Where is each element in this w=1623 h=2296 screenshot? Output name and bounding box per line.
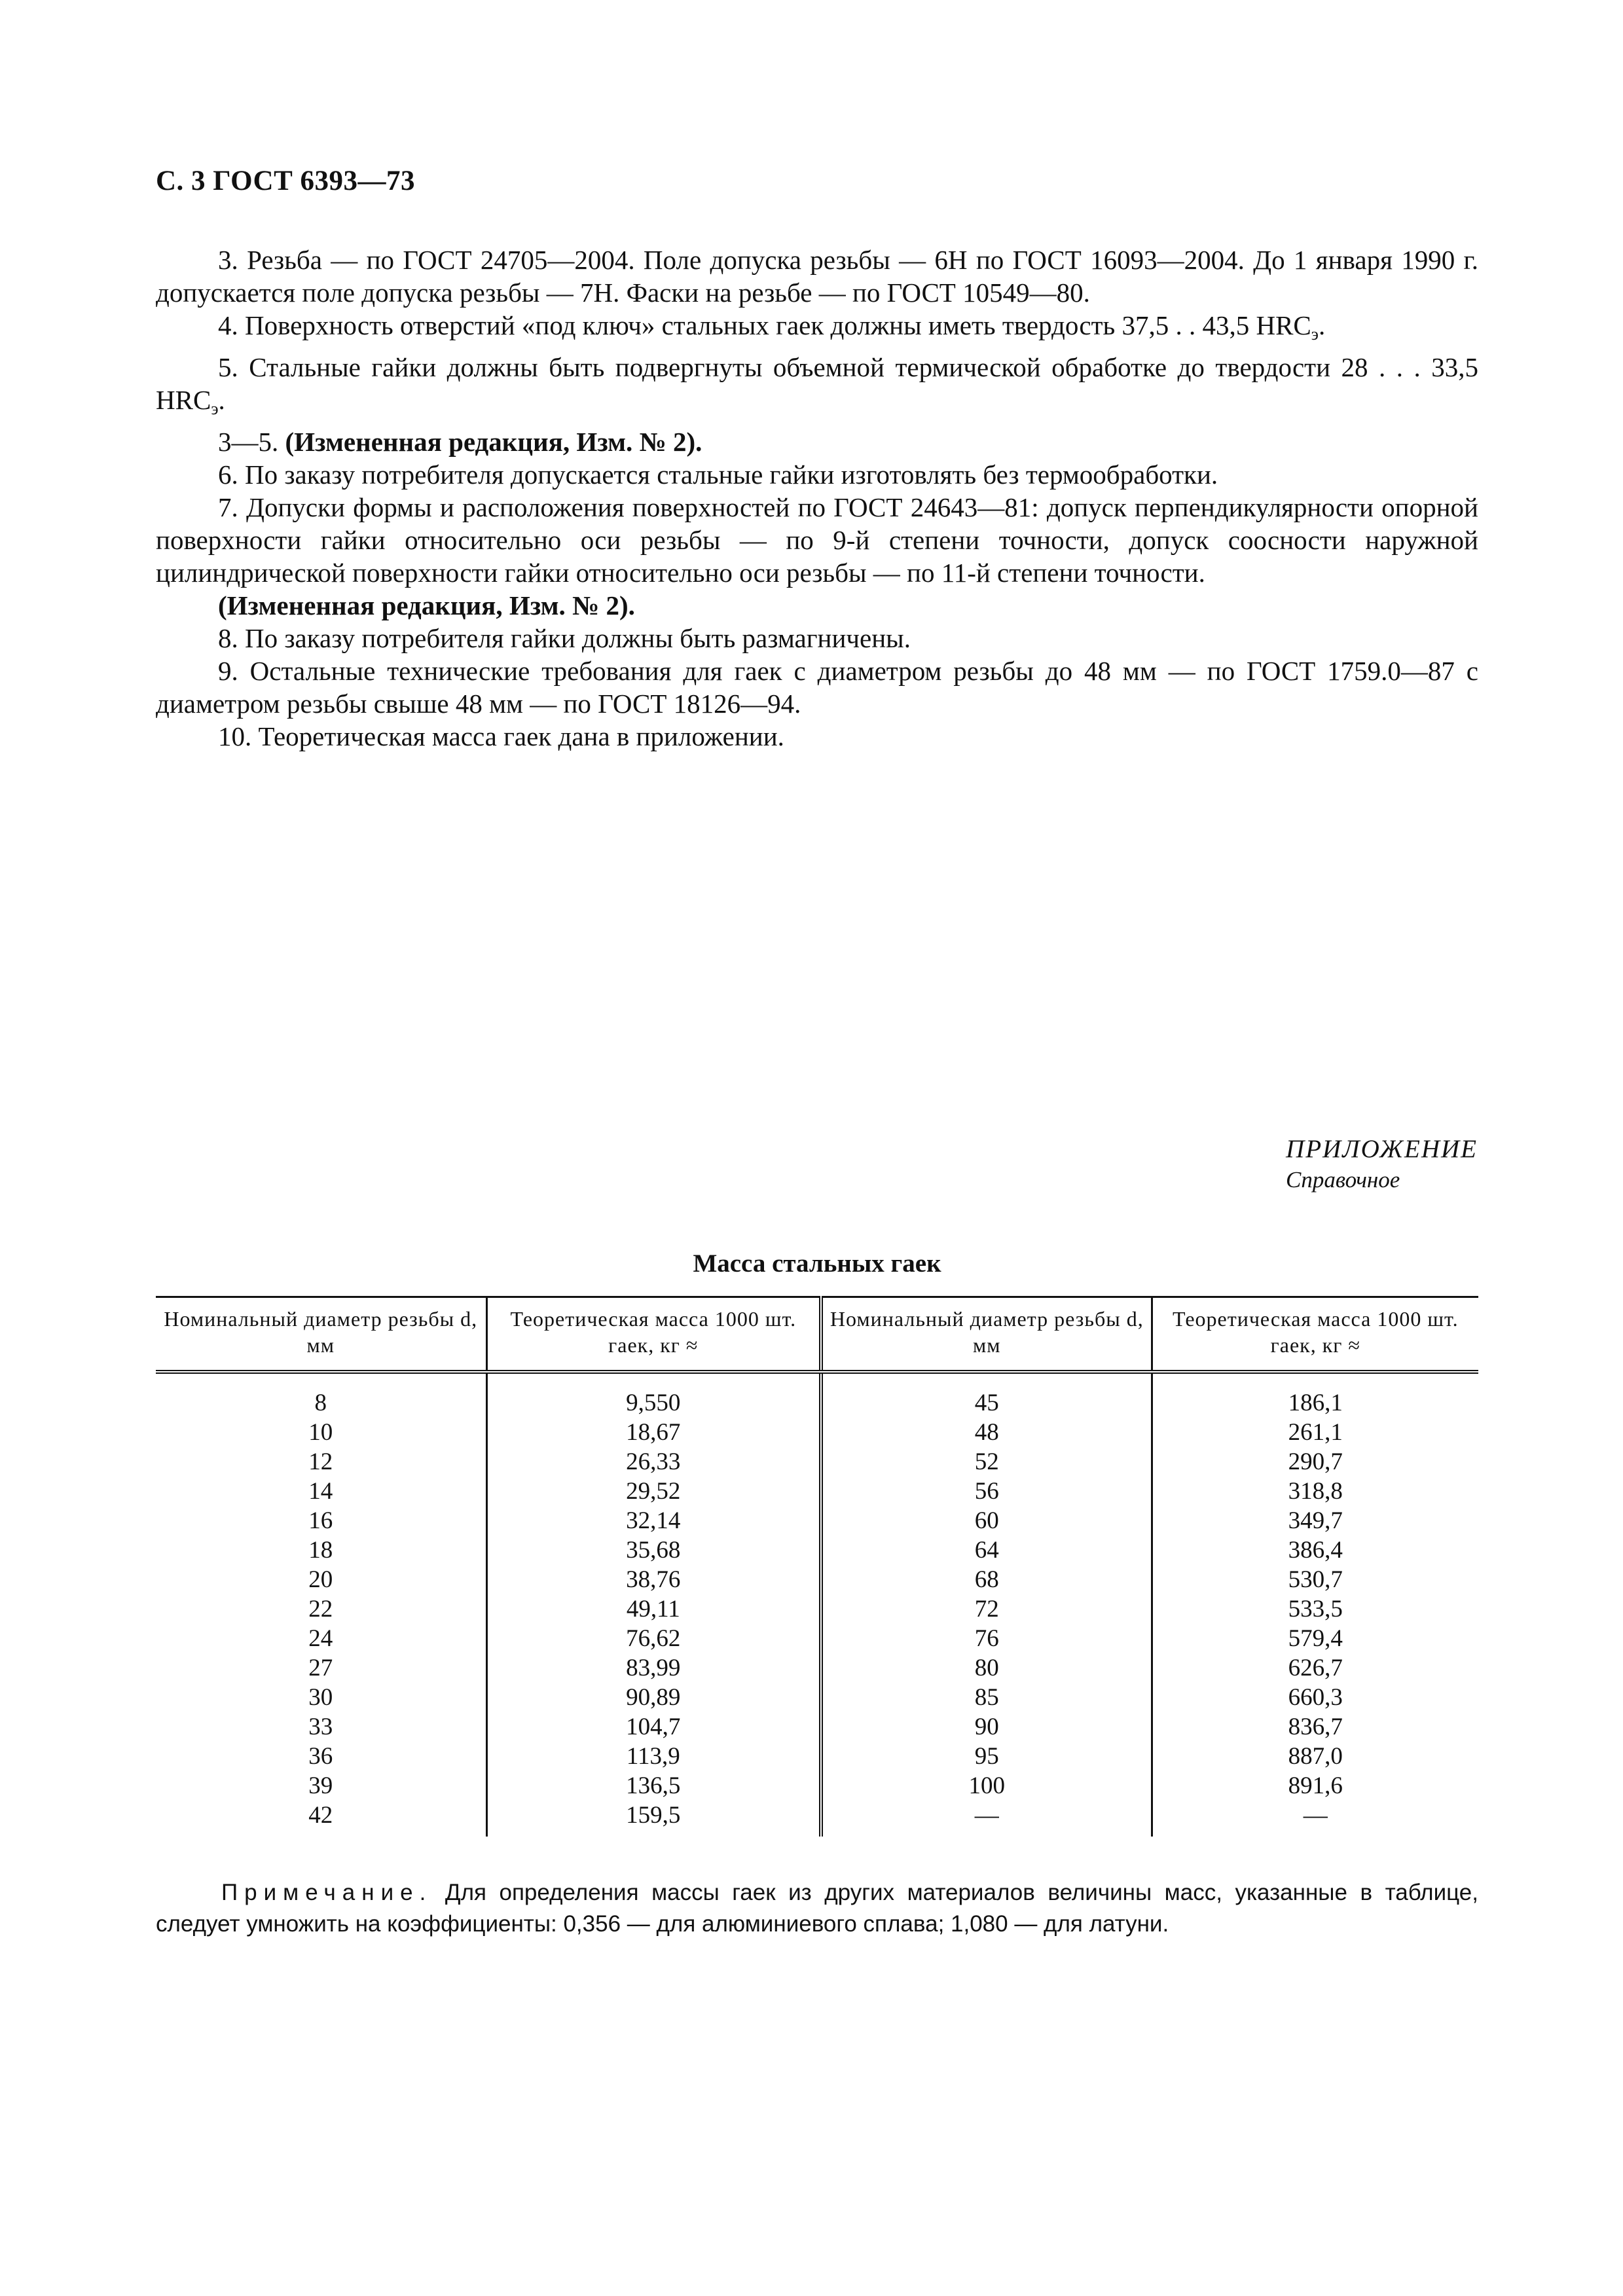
cell-diameter-1: 39 xyxy=(308,1772,333,1799)
cell-mass-1: 113,9 xyxy=(486,1742,821,1771)
cell-mass-2: 660,3 xyxy=(1152,1683,1478,1712)
note-label: Примечание. xyxy=(221,1880,433,1905)
cell-diameter-1: 12 xyxy=(308,1448,333,1475)
cell-diameter-1: 36 xyxy=(308,1743,333,1770)
table-row xyxy=(156,1653,1478,1683)
cell-mass-2: 530,7 xyxy=(1152,1565,1478,1594)
cell-mass-2: 186,1 xyxy=(1152,1372,1478,1418)
table-row xyxy=(156,1506,1478,1535)
header-mass-2: Теоретическая масса 1000 шт. гаек, кг ≈ xyxy=(1152,1297,1478,1372)
cell-diameter-2: 60 xyxy=(821,1506,1152,1535)
table-body xyxy=(156,1372,1478,1837)
appendix-title: ПРИЛОЖЕНИЕ xyxy=(1286,1135,1478,1163)
cell-diameter-2: 64 xyxy=(821,1535,1152,1565)
cell-mass-2: 386,4 xyxy=(1152,1535,1478,1565)
table-title: Масса стальных гаек xyxy=(693,1249,941,1278)
cell-diameter-2: 90 xyxy=(821,1712,1152,1742)
paragraph-7: 7. Допуски формы и расположения поверхностей по ГОСТ 24643—81: допуск перпендикулярности опорной поверхности гайки относительно оси резьбы — по 9-й степени точности, допуск соосности наружной цилиндрической поверхности гайки относительно оси резьбы — по 11-й степени точности. xyxy=(156,492,1478,588)
amendment-note: (Измененная редакция, Изм. № 2). xyxy=(285,427,702,457)
cell-diameter-2: 56 xyxy=(821,1477,1152,1506)
cell-diameter-2: 95 xyxy=(821,1742,1152,1771)
cell-diameter-2: — xyxy=(821,1801,1152,1837)
cell-mass-1: 90,89 xyxy=(486,1683,821,1712)
paragraph-4-end: . xyxy=(1318,310,1326,340)
paragraph-4 xyxy=(156,309,1478,351)
cell-mass-2: 579,4 xyxy=(1152,1624,1478,1653)
cell-diameter-2: 45 xyxy=(821,1372,1152,1418)
header-diameter-1: Номинальный диаметр резьбы d, мм xyxy=(156,1297,486,1372)
cell-mass-1: 136,5 xyxy=(486,1771,821,1801)
table-note xyxy=(156,1877,1478,1940)
cell-mass-2: 349,7 xyxy=(1152,1506,1478,1535)
table-row xyxy=(156,1771,1478,1801)
cell-diameter-1: 18 xyxy=(308,1537,333,1564)
table-row xyxy=(156,1565,1478,1594)
cell-mass-1: 35,68 xyxy=(486,1535,821,1565)
table-row xyxy=(156,1535,1478,1565)
paragraph-3-5-amendment xyxy=(156,425,1478,458)
cell-diameter-1: 30 xyxy=(308,1684,333,1711)
cell-diameter-1: 33 xyxy=(308,1713,333,1740)
table-row xyxy=(156,1742,1478,1771)
cell-diameter-1: 16 xyxy=(308,1507,333,1534)
table-row xyxy=(156,1683,1478,1712)
cell-diameter-2: 80 xyxy=(821,1653,1152,1683)
header-diameter-2: Номинальный диаметр резьбы d, мм xyxy=(821,1297,1152,1372)
table-row xyxy=(156,1624,1478,1653)
cell-mass-2: 290,7 xyxy=(1152,1447,1478,1477)
table-row xyxy=(156,1594,1478,1624)
mass-table-container xyxy=(156,1296,1478,1837)
appendix-heading xyxy=(1286,1134,1478,1195)
cell-diameter-1: 14 xyxy=(308,1478,333,1505)
cell-mass-1: 49,11 xyxy=(486,1594,821,1624)
cell-diameter-1: 20 xyxy=(308,1566,333,1593)
cell-diameter-1: 10 xyxy=(308,1419,333,1446)
paragraph-7-amendment xyxy=(156,589,1478,622)
paragraph-3: 3. Резьба — по ГОСТ 24705—2004. Поле допуска резьбы — 6Н по ГОСТ 16093—2004. До 1 января 1990 г. допускается поле допуска резьбы — 7Н. Фаски на резьбе — по ГОСТ 10549—80. xyxy=(156,245,1478,308)
cell-mass-2: 261,1 xyxy=(1152,1418,1478,1447)
page-header: С. 3 ГОСТ 6393—73 xyxy=(156,166,416,196)
header-mass-1: Теоретическая масса 1000 шт. гаек, кг ≈ xyxy=(486,1297,821,1372)
cell-mass-1: 104,7 xyxy=(486,1712,821,1742)
cell-mass-1: 9,550 xyxy=(486,1372,821,1418)
cell-diameter-2: 76 xyxy=(821,1624,1152,1653)
cell-diameter-1: 24 xyxy=(308,1625,333,1652)
cell-diameter-2: 52 xyxy=(821,1447,1152,1477)
paragraph-5-subscript: э xyxy=(211,399,219,418)
cell-mass-1: 32,14 xyxy=(486,1506,821,1535)
cell-mass-1: 76,62 xyxy=(486,1624,821,1653)
cell-mass-1: 38,76 xyxy=(486,1565,821,1594)
cell-mass-1: 159,5 xyxy=(486,1801,821,1837)
cell-diameter-2: 48 xyxy=(821,1418,1152,1447)
cell-mass-2: 533,5 xyxy=(1152,1594,1478,1624)
note-text: Для определения массы гаек из других материалов величины масс, указанные в таблице, следует умножить на коэффициенты: 0,356 — для алюминиевого сплава; 1,080 — для латуни. xyxy=(156,1880,1478,1937)
paragraph-5-text: 5. Стальные гайки должны быть подвергнуты объемной термической обработке до твердости 28 . . . 33,5 HRC xyxy=(156,352,1478,415)
mass-table xyxy=(156,1296,1478,1837)
cell-mass-2: — xyxy=(1152,1801,1478,1837)
cell-diameter-2: 100 xyxy=(821,1771,1152,1801)
paragraph-5 xyxy=(156,351,1478,425)
requirements-text xyxy=(156,243,1478,753)
cell-mass-2: 891,6 xyxy=(1152,1771,1478,1801)
cell-diameter-1: 22 xyxy=(308,1596,333,1623)
paragraph-9: 9. Остальные технические требования для гаек с диаметром резьбы до 48 мм — по ГОСТ 1759.0—87 с диаметром резьбы свыше 48 мм — по ГОСТ 18126—94. xyxy=(156,656,1478,719)
cell-diameter-1: 8 xyxy=(314,1390,327,1416)
cell-mass-2: 626,7 xyxy=(1152,1653,1478,1683)
table-row xyxy=(156,1372,1478,1418)
table-row xyxy=(156,1447,1478,1477)
cell-diameter-2: 85 xyxy=(821,1683,1152,1712)
cell-diameter-1: 42 xyxy=(308,1802,333,1829)
table-row xyxy=(156,1418,1478,1447)
cell-mass-1: 26,33 xyxy=(486,1447,821,1477)
cell-diameter-2: 68 xyxy=(821,1565,1152,1594)
cell-diameter-2: 72 xyxy=(821,1594,1152,1624)
appendix-subtitle: Справочное xyxy=(1286,1167,1400,1193)
table-header-row xyxy=(156,1297,1478,1372)
paragraph-8: 8. По заказу потребителя гайки должны быть размагничены. xyxy=(218,623,911,653)
amendment-prefix: 3—5. xyxy=(218,427,285,457)
table-row xyxy=(156,1801,1478,1837)
cell-mass-2: 887,0 xyxy=(1152,1742,1478,1771)
cell-mass-1: 83,99 xyxy=(486,1653,821,1683)
amendment-note: (Измененная редакция, Изм. № 2). xyxy=(218,590,635,620)
paragraph-5-end: . xyxy=(218,385,225,415)
cell-mass-1: 29,52 xyxy=(486,1477,821,1506)
paragraph-4-text: 4. Поверхность отверстий «под ключ» стальных гаек должны иметь твердость 37,5 . . 43,5 HRC xyxy=(218,310,1311,340)
table-row xyxy=(156,1477,1478,1506)
paragraph-4-subscript: э xyxy=(1311,325,1319,344)
paragraph-10: 10. Теоретическая масса гаек дана в приложении. xyxy=(218,721,784,751)
table-row xyxy=(156,1712,1478,1742)
cell-mass-1: 18,67 xyxy=(486,1418,821,1447)
cell-mass-2: 318,8 xyxy=(1152,1477,1478,1506)
cell-diameter-1: 27 xyxy=(308,1655,333,1681)
paragraph-6: 6. По заказу потребителя допускается стальные гайки изготовлять без термообработки. xyxy=(218,459,1218,490)
cell-mass-2: 836,7 xyxy=(1152,1712,1478,1742)
